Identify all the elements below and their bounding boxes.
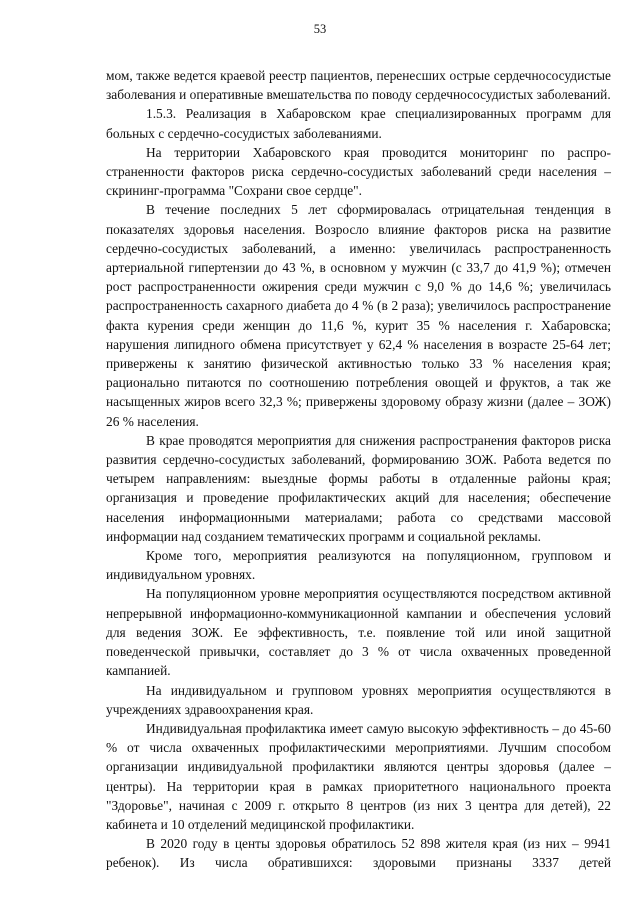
paragraph: В крае проводятся мероприятия для снижения распространения факторов риска развития сердечно-сосудистых заболеваний, формированию ЗОЖ. Работа ведется по четырем направлениям: выездные формы работы в отдаленные районы края; организация и проведение профилактических акций для населения; обеспечение населения информационными материалами; работа со средствами массовой информации над созданием тематических программ и социальной рекламы. [106, 432, 611, 544]
paragraph: В течение последних 5 лет сформировалась отрицательная тенденция в показателях здоровья населения. Возросло влияние факторов риска на развитие сердечно-сосудистых заболеваний, а именно: увеличилась распространенность артериальной гипертензии до 43 %, в основном у мужчин (с 33,7 до 41,9 %); отмечен рост распространенности ожирения среди мужчин с 9,0 % до 14,6 %; увеличилась распространенность сахарного диабета до 4 % (в 2 раза); увеличилось распространение факта курения среди женщин до 11,6 %, курит 35 % населения г. Хабаровска; нарушения липидного обмена присутствует у 62,4 % населения в возрасте 25-64 лет; привержены к занятию физической активностью только 33 % населения края; рационально питаются по соотношению потребления овощей и фруктов, а так же насыщенных жиров всего 32,3 %; привержены здоровому образу жизни (далее – ЗОЖ) 26 % населения. [106, 202, 611, 429]
section-heading: 1.5.3. Реализация в Хабаровском крае специализированных программ для больных с сердечно-сосудистых заболеваниями. [106, 106, 611, 141]
paragraph: На индивидуальном и групповом уровнях мероприятия осуществляются в учреждениях здравоохранения края. [106, 682, 611, 717]
paragraph: На территории Хабаровского края проводится мониторинг по распространенности факторов риска сердечно-сосудистых заболеваний среди населения – скрининг-программа "Сохрани свое сердце". [106, 144, 611, 199]
paragraph-continuation: мом, также ведется краевой реестр пациентов, перенесших острые сердечнососудистые заболевания и оперативные вмешательства по поводу сердечнососудистых заболеваний. [106, 68, 611, 103]
paragraph: Индивидуальная профилактика имеет самую высокую эффективность – до 45-60 % от числа охваченных профилактическими мероприятиями. Лучшим способом организации индивидуальной профилактики являются центры здоровья (далее – центры). На территории края в рамках приоритетного национального проекта "Здоровье", начиная с 2009 г. открыто 8 центров (из них 3 центра для детей), 22 кабинета и 10 отделений медицинской профилактики. [106, 720, 611, 832]
paragraph: Кроме того, мероприятия реализуются на популяционном, групповом и индивидуальном уровнях. [106, 548, 611, 583]
page-number: 53 [313, 22, 327, 36]
paragraph: В 2020 году в центы здоровья обратилось 52 898 жителя края (из них – 9941 ребенок). Из числа обратившихся: здоровыми признаны 3337 детей [106, 836, 611, 871]
body-text [106, 66, 611, 873]
paragraph: На популяционном уровне мероприятия осуществляются посредством активной непрерывной информационно-коммуникационной кампании и обеспечения условий для ведения ЗОЖ. Ее эффективность, т.е. появление той или иной защитной поведенческой привычки, составляет до 3 % от числа охваченных проведенной кампанией. [106, 586, 611, 679]
